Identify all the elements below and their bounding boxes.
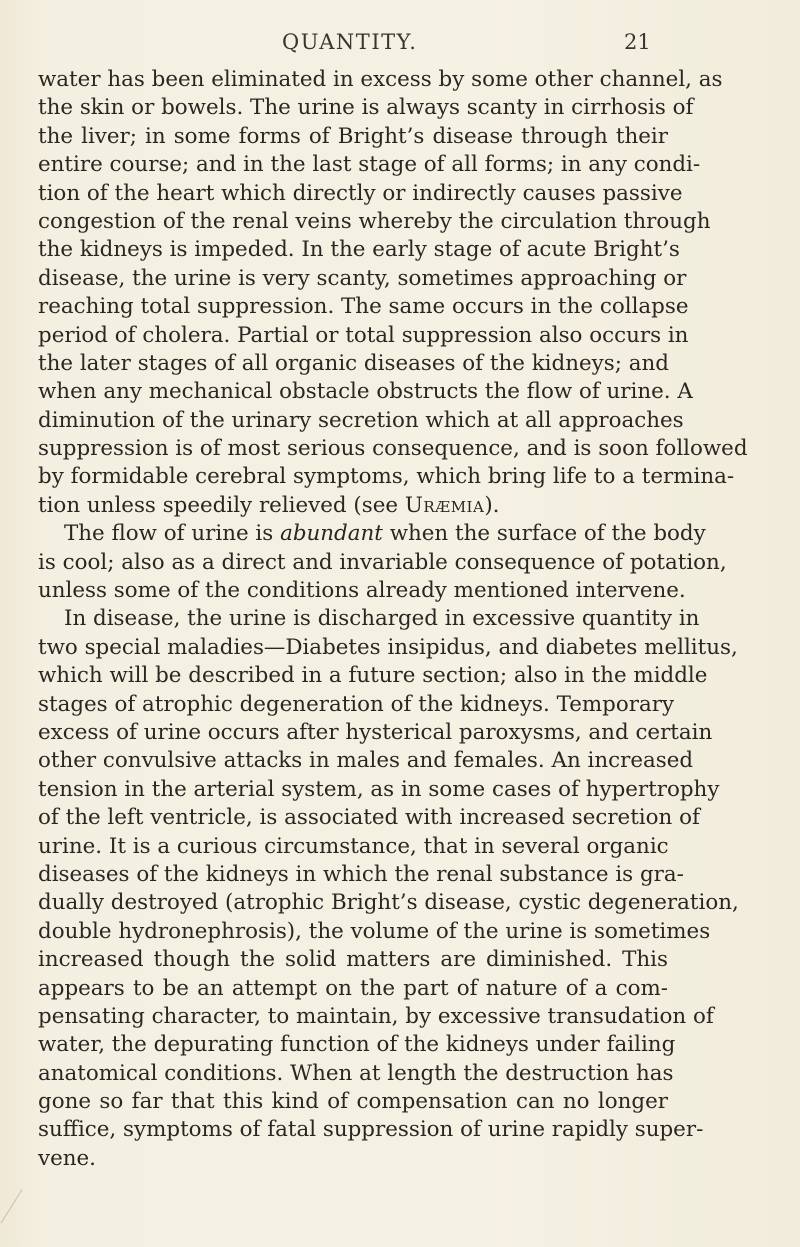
text-line: suppression is of most serious consequence, and is soon followed: [38, 436, 748, 462]
text-line: diminution of the urinary secretion which at all approaches: [38, 407, 684, 433]
text-line: tension in the arterial system, as in some cases of hypertrophy: [38, 776, 720, 802]
text-line: the later stages of all organic diseases of the kidneys; and: [38, 350, 669, 376]
text-line: the skin or bowels. The urine is always scanty in cirrhosis of: [38, 95, 694, 121]
text-line: the liver; in some forms of Bright’s disease through their: [38, 123, 668, 149]
text-line: appears to be an attempt on the part of nature of a com-: [38, 975, 668, 1001]
text-line: double hydronephrosis), the volume of the urine is sometimes: [38, 918, 711, 944]
text-line: dually destroyed (atrophic Bright’s disease, cystic degeneration,: [38, 890, 739, 916]
text-line: of the left ventricle, is associated with increased secretion of: [38, 805, 700, 831]
text-line: tion of the heart which directly or indirectly causes passive: [38, 180, 683, 206]
page-header: [0, 22, 800, 56]
text-line: [38, 520, 706, 548]
text-line: when any mechanical obstacle obstructs the flow of urine. A: [38, 379, 693, 405]
text-line: the kidneys is impeded. In the early stage of acute Bright’s: [38, 237, 680, 263]
text-segment: ).: [484, 492, 500, 518]
emphasis-abundant: abundant: [280, 521, 383, 547]
text-line: is cool; also as a direct and invariable consequence of potation,: [38, 549, 727, 575]
text-line: which will be described in a future section; also in the middle: [38, 663, 708, 689]
text-line: by formidable cerebral symptoms, which bring life to a termina-: [38, 464, 735, 490]
body-text: [38, 66, 748, 1173]
text-line: entire course; and in the last stage of all forms; in any condi-: [38, 152, 701, 178]
text-segment: tion unless speedily relieved (see: [38, 492, 405, 518]
text-line: congestion of the renal veins whereby the circulation through: [38, 208, 711, 234]
text-line: stages of atrophic degeneration of the kidneys. Temporary: [38, 691, 675, 717]
text-line: diseases of the kidneys in which the renal substance is gra-: [38, 861, 684, 887]
text-line: urine. It is a curious circumstance, that in several organic: [38, 833, 669, 859]
text-line: other convulsive attacks in males and females. An increased: [38, 748, 694, 774]
page-number: 21: [624, 30, 651, 54]
text-line: pensating character, to maintain, by excessive transudation of: [38, 1003, 714, 1029]
text-line: anatomical conditions. When at length the destruction has: [38, 1060, 674, 1086]
text-line: reaching total suppression. The same occurs in the collapse: [38, 294, 689, 320]
text-line: vene.: [38, 1145, 96, 1171]
text-line: disease, the urine is very scanty, sometimes approaching or: [38, 265, 687, 291]
running-title: QUANTITY.: [282, 30, 418, 54]
cross-reference-uraemia: Uræmia: [404, 492, 485, 518]
text-line: water, the depurating function of the kidneys under failing: [38, 1032, 676, 1058]
text-line: In disease, the urine is discharged in excessive quantity in: [64, 606, 700, 632]
text-line: increased though the solid matters are diminished. This: [38, 947, 668, 973]
text-line: excess of urine occurs after hysterical paroxysms, and certain: [38, 719, 713, 745]
text-line: [38, 492, 668, 520]
text-line: unless some of the conditions already mentioned intervene.: [38, 578, 686, 604]
text-segment: The flow of urine is: [64, 521, 281, 547]
text-line: period of cholera. Partial or total suppression also occurs in: [38, 322, 689, 348]
text-line: water has been eliminated in excess by some other channel, as: [38, 67, 723, 92]
text-segment: when the surface of the body: [382, 521, 706, 547]
text-line: suffice, symptoms of fatal suppression of urine rapidly super-: [38, 1117, 704, 1143]
text-line: two special maladies—Diabetes insipidus, and diabetes mellitus,: [38, 634, 738, 660]
text-line: gone so far that this kind of compensation can no longer: [38, 1089, 668, 1115]
paper-mark: [1, 1189, 35, 1231]
